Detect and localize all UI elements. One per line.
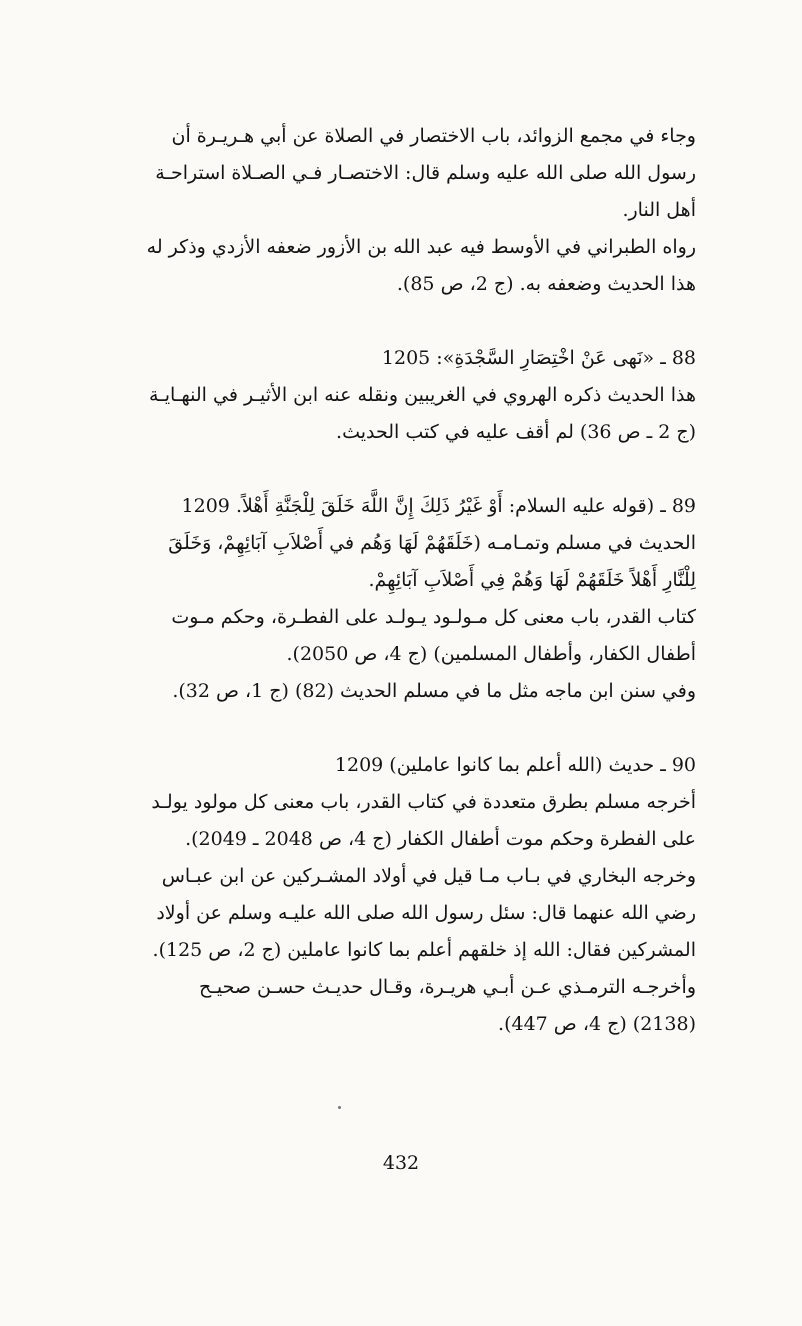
text-line: (2138) (ج 4، ص 447). [498, 1013, 696, 1035]
text-line: رسول الله صلى الله عليه وسلم قال: الاختصـار فـي الصـلاة استراحـة [155, 162, 696, 184]
text-line: وجاء في مجمع الزوائد، باب الاختصار في الصلاة عن أبي هـريـرة أن [171, 125, 696, 147]
text-line: وأخرجـه الترمـذي عـن أبـي هريـرة، وقـال حديـث حسـن صحيـح [199, 976, 696, 998]
stray-dot [338, 1106, 341, 1109]
text-line: هذا الحديث ذكره الهروي في الغريبين ونقله عنه ابن الأثيـر في النهـايـة [148, 384, 696, 406]
text-line: هذا الحديث وضعفه به. (ج 2، ص 85). [396, 273, 696, 295]
text-line: أهل النار. [622, 199, 696, 221]
text-line: رواه الطبراني في الأوسط فيه عبد الله بن الأزور ضعفه الأزدي وذكر له [146, 236, 696, 258]
entry-88 [48, 340, 696, 451]
text-line: كتاب القدر، باب معنى كل مـولـود يـولـد على الفطـرة، وحكم مـوت [171, 606, 696, 628]
page-body [48, 118, 696, 1043]
text-line: رضي الله عنهما قال: سئل رسول الله صلى الله عليـه وسلم عن أولاد [156, 902, 696, 924]
entry-90 [48, 747, 696, 1043]
entry-89 [48, 488, 696, 710]
text-line: لِلْنَّارِ أَهْلاً خَلَقَهُمْ لَهَا وَهُمْ فِي أَصْلاَبِ آبَائِهِمْ. [368, 569, 696, 591]
text-line: المشركين فقال: الله إذ خلقهم أعلم بما كانوا عاملين (ج 2، ص 125). [152, 939, 696, 961]
page-number: 432 [382, 1152, 420, 1174]
text-line: وفي سنن ابن ماجه مثل ما في مسلم الحديث (82) (ج 1، ص 32). [172, 680, 696, 702]
text-line: الحديث في مسلم وتمـامـه (خَلَقَهُمْ لَهَا وَهُم في أَصْلاَبِ آبَائِهِمْ، وَخَلَقَ [168, 532, 696, 554]
text-line: أخرجه مسلم بطرق متعددة في كتاب القدر، باب معنى كل مولود يولـد [151, 791, 696, 813]
paragraph-zawaid [48, 118, 696, 303]
text-line: (ج 2 ـ ص 36) لم أقف عليه في كتب الحديث. [336, 421, 696, 443]
text-line: على الفطرة وحكم موت أطفال الكفار (ج 4، ص 2048 ـ 2049). [185, 828, 696, 850]
entry-heading: 89 ـ (قوله عليه السلام: أَوْ غَيْرُ ذَلِكَ إِنَّ اللَّهَ خَلَقَ لِلْجَنَّةِ أَهْلاً. 1209 [181, 495, 696, 517]
entry-heading: 90 ـ حديث (الله أعلم بما كانوا عاملين) 1209 [334, 754, 696, 776]
text-line: وخرجه البخاري في بـاب مـا قيل في أولاد المشـركين عن ابن عبـاس [161, 865, 696, 887]
entry-heading: 88 ـ «نَهى عَنْ اخْتِصَارِ السَّجْدَةِ»: 1205 [381, 347, 696, 369]
text-line: أطفال الكفار، وأطفال المسلمين) (ج 4، ص 2050). [286, 643, 696, 665]
